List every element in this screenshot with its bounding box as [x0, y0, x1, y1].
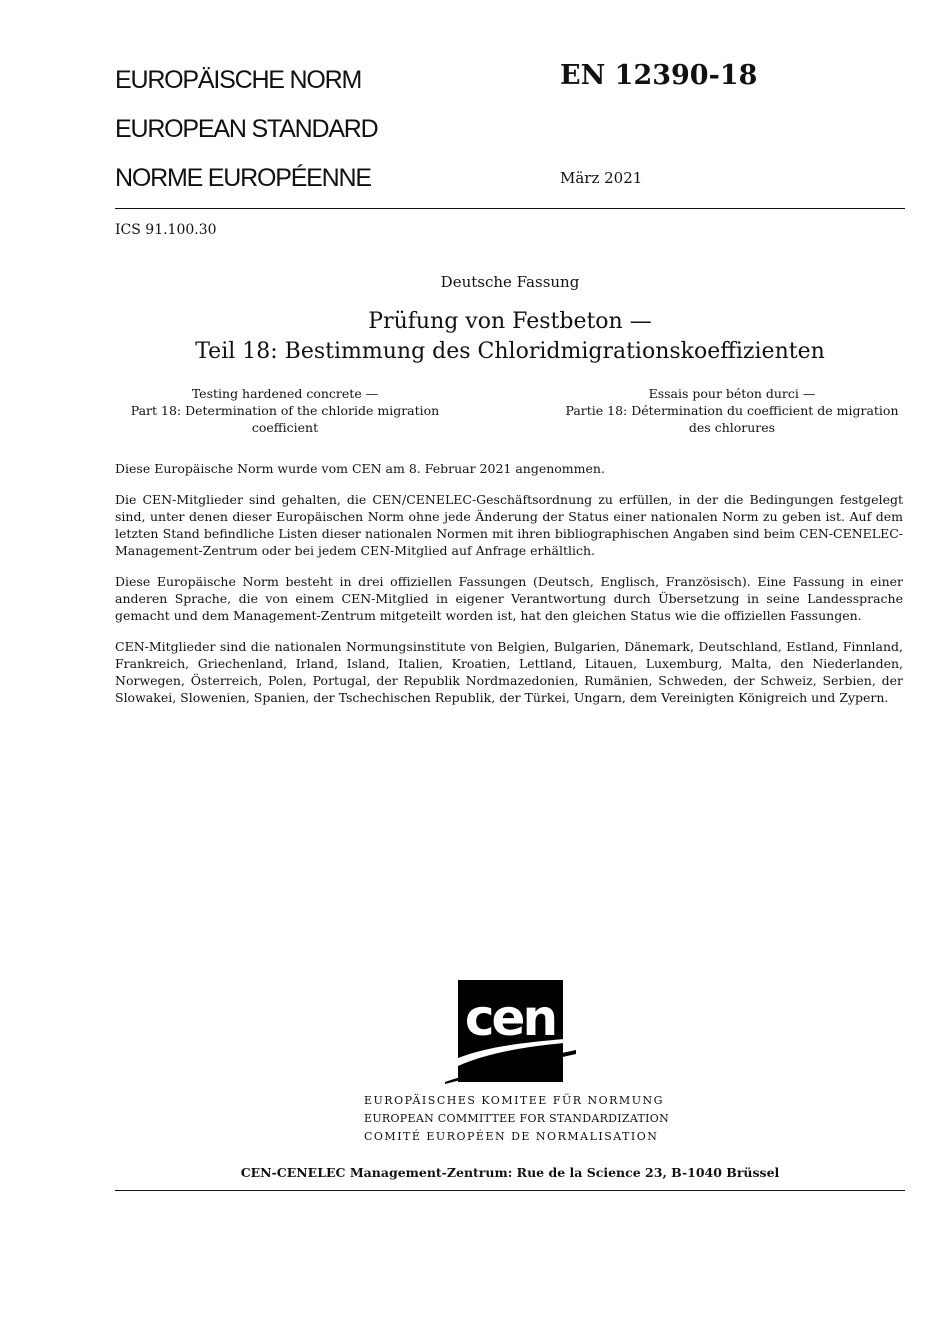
document-title [115, 307, 905, 367]
title-fr-line1: Essais pour béton durci — [648, 386, 816, 401]
cen-name-en: EUROPEAN COMMITTEE FOR STANDARDIZATION [364, 1112, 670, 1125]
title-fr-line2: Partie 18: Détermination du coefficient de migration [565, 403, 899, 418]
cen-name-block [364, 1092, 669, 1146]
title-fr-block [562, 385, 902, 436]
document-title-line1: Prüfung von Festbeton — [368, 309, 652, 334]
cen-logo-text: cen [464, 989, 556, 1047]
cen-logo-tail-swoosh [445, 1050, 576, 1084]
paragraph-versions: Diese Europäische Norm besteht in drei offiziellen Fassungen (Deutsch, Englisch, Französisch). Eine Fassung in einer anderen Sprache, die von einem CEN-Mitglied in eigener Verantwortung durch Übersetzung in seine Landessprache gemacht und dem Management-Zentrum mitgeteilt worden ist, hat den gleichen Status wie die offiziellen Fassungen. [115, 574, 903, 623]
title-en-line2: Part 18: Determination of the chloride migration [130, 403, 440, 418]
title-french: NORME EUROPÉENNE [115, 164, 371, 192]
title-fr-line3: des chlorures [688, 420, 776, 435]
publication-date: März 2021 [560, 169, 643, 187]
standard-number: EN 12390-18 [560, 60, 758, 91]
footer-address: CEN-CENELEC Management-Zentrum: Rue de la Science 23, B-1040 Brüssel [240, 1165, 780, 1180]
footer-divider [115, 1190, 905, 1191]
cen-name-de: EUROPÄISCHES KOMITEE FÜR NORMUNG [364, 1094, 664, 1107]
header-divider [115, 208, 905, 209]
paragraph-obligations: Die CEN-Mitglieder sind gehalten, die CEN/CENELEC-Geschäftsordnung zu erfüllen, in der die Bedingungen festgelegt sind, unter denen dieser Europäischen Norm ohne jede Änderung der Status einer nationalen Norm zu geben ist. Auf dem letzten Stand befindliche Listen dieser nationalen Normen mit ihren bibliographischen Angaben sind beim CEN-CENELEC-Management-Zentrum oder bei jedem CEN-Mitglied auf Anfrage erhältlich. [115, 492, 903, 558]
paragraph-adoption: Diese Europäische Norm wurde vom CEN am 8. Februar 2021 angenommen. [115, 461, 605, 476]
cen-logo-tail [440, 1050, 580, 1086]
title-german: EUROPÄISCHE NORM [115, 66, 362, 94]
document-title-line2: Teil 18: Bestimmung des Chloridmigrationskoeffizienten [195, 339, 825, 364]
body-text [115, 460, 903, 720]
cen-name-fr: COMITÉ EUROPÉEN DE NORMALISATION [364, 1130, 659, 1143]
title-en-line3: coefficient [251, 420, 319, 435]
paragraph-members: CEN-Mitglieder sind die nationalen Normungsinstitute von Belgien, Bulgarien, Dänemark, Deutschland, Estland, Finnland, Frankreich, Griechenland, Irland, Island, Italien, Kroatien, Lettland, Litauen, Luxemburg, Malta, den Niederlanden, Norwegen, Österreich, Polen, Portugal, der Republik Nordmazedonien, Rumänien, Schweden, der Schweiz, Serbien, der Slowakei, Slowenien, Spanien, der Tschechischen Republik, der Türkei, Ungarn, dem Vereinigten Königreich und Zypern. [115, 639, 903, 705]
version-label: Deutsche Fassung [440, 273, 580, 291]
title-en-line1: Testing hardened concrete — [191, 386, 379, 401]
title-en-block [120, 385, 450, 436]
title-english: EUROPEAN STANDARD [115, 115, 378, 143]
ics-code: ICS 91.100.30 [115, 222, 217, 238]
